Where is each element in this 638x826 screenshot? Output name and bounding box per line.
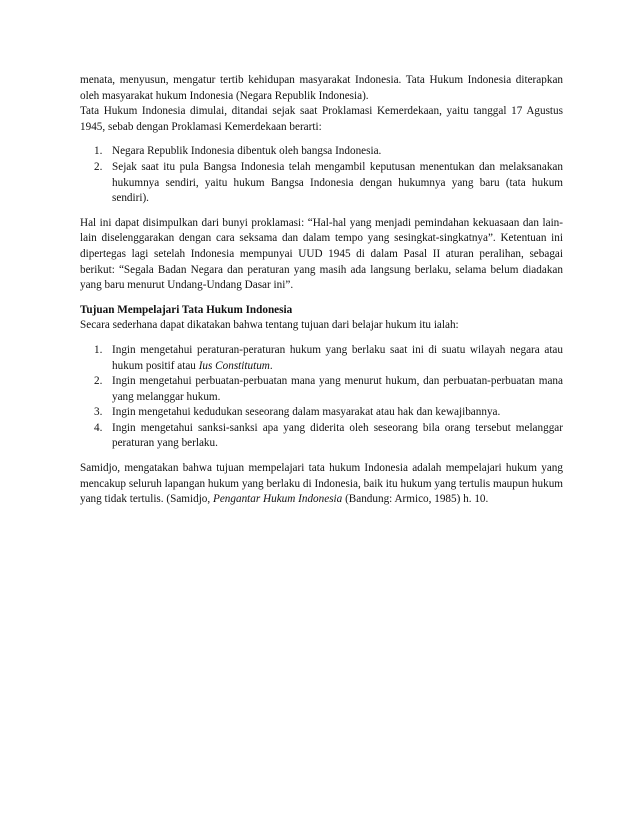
list-item (80, 144, 563, 160)
list-item (80, 343, 563, 374)
list-text: Negara Republik Indonesia dibentuk oleh bangsa Indonesia. (112, 145, 382, 158)
samidjo-text: Samidjo, mengatakan bahwa tujuan mempelajari tata hukum Indonesia adalah mempelajari hukum yang mencakup seluruh lapangan hukum yang berlaku di Indonesia, baik itu hukum yang tertulis maupun hukum yang tidak tertulis. (Samidjo, (80, 462, 563, 506)
list-item (80, 405, 563, 421)
list-number: 2. (94, 375, 103, 388)
spacer (80, 135, 563, 144)
document-page (80, 73, 563, 508)
spacer (80, 452, 563, 461)
spacer (80, 334, 563, 343)
list-number: 2. (94, 160, 103, 173)
list-text: Ingin mengetahui perbuatan-perbuatan mana yang menurut hukum, dan perbuatan-perbuatan mana yang melanggar hukum. (112, 375, 563, 403)
list-number: 1. (94, 343, 103, 356)
spacer (80, 207, 563, 216)
list-item (80, 421, 563, 452)
paragraph-conclusion: Hal ini dapat disimpulkan dari bunyi proklamasi: “Hal-hal yang menjadi pemindahan kekuasaan dan lain-lain diselenggarakan dengan cara seksama dan dalam tempo yang sesingkat-singkatnya”. Ketentuan ini dipertegas lagi setelah Indonesia mempunyai UUD 1945 di dalam Pasal II aturan peralihan, sebagai berikut: “Segala Badan Negara dan peraturan yang masih ada langsung berlaku, selama belum diadakan yang baru menurut Undang-Undang Dasar ini”. (80, 216, 563, 292)
book-title: Pengantar Hukum Indonesia (213, 493, 343, 506)
paragraph-intro: menata, menyusun, mengatur tertib kehidupan masyarakat Indonesia. Tata Hukum Indonesia diterapkan oleh masyarakat hukum Indonesia (Negara Republik Indonesia). (80, 74, 563, 102)
list-number: 4. (94, 421, 103, 434)
list-text: Ingin mengetahui peraturan-peraturan hukum yang berlaku saat ini di suatu wilayah negara atau hukum positif atau (112, 343, 563, 372)
list-number: 1. (94, 145, 103, 158)
paragraph-samidjo (80, 461, 563, 508)
spacer (80, 294, 563, 303)
list-text: Sejak saat itu pula Bangsa Indonesia telah mengambil keputusan menentukan dan melaksanakan hukumnya sendiri, yaitu hukum Bangsa Indonesia dengan hukumnya yang baru (tata hukum sendiri). (112, 160, 563, 205)
paragraph-proklamasi: Tata Hukum Indonesia dimulai, ditandai sejak saat Proklamasi Kemerdekaan, yaitu tanggal 17 Agustus 1945, sebab dengan Proklamasi Kemerdekaan berarti: (80, 105, 563, 133)
list-text: Ingin mengetahui sanksi-sanksi apa yang diderita oleh seseorang bila orang tersebut melanggar peraturan yang berlaku. (112, 421, 563, 450)
list-consequences (80, 144, 563, 206)
section-heading: Tujuan Mempelajari Tata Hukum Indonesia (80, 303, 293, 316)
list-text: Ingin mengetahui kedudukan seseorang dalam masyarakat atau hak dan kewajibannya. (112, 406, 501, 419)
citation-end: (Bandung: Armico, 1985) h. 10. (342, 493, 489, 506)
list-item (80, 374, 563, 405)
list-goals (80, 343, 563, 452)
list-text-end: . (269, 359, 273, 372)
list-item (80, 160, 563, 207)
list-text-italic: Ius Constitutum (198, 359, 270, 372)
list-number: 3. (94, 406, 103, 419)
paragraph-goals-intro: Secara sederhana dapat dikatakan bahwa tentang tujuan dari belajar hukum itu ialah: (80, 319, 459, 332)
